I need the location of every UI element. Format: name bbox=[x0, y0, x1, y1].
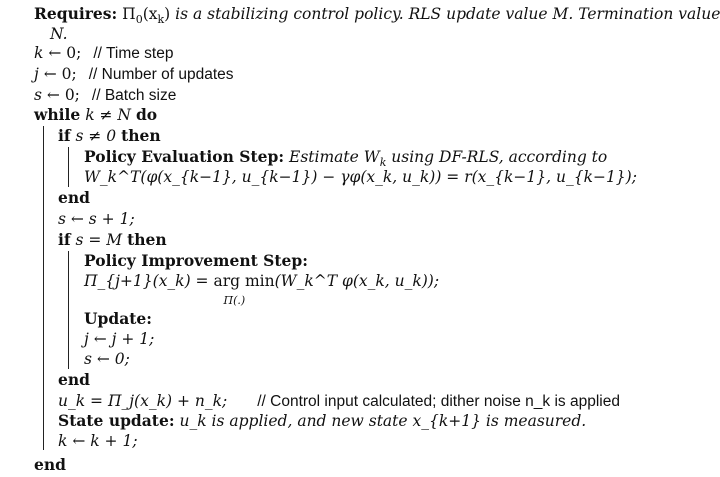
argmin-text: arg min bbox=[213, 272, 275, 290]
control-equation: u_k = Π_j(x_k) + n_k; bbox=[58, 392, 228, 410]
init-s bbox=[34, 85, 176, 106]
if2-block-bar bbox=[68, 251, 69, 369]
while-do: do bbox=[135, 105, 158, 124]
init-j-comment: // Number of updates bbox=[88, 66, 234, 83]
requires-label: Requires: bbox=[34, 4, 118, 23]
if1-line bbox=[58, 126, 161, 146]
requires-arg-open: (x bbox=[142, 5, 158, 23]
if2-line bbox=[58, 230, 167, 250]
if1-condition: s ≠ 0 bbox=[75, 127, 117, 145]
s-increment: s ← s + 1; bbox=[58, 210, 135, 228]
init-k-comment: // Time step bbox=[93, 45, 174, 62]
while-condition: k ≠ N bbox=[85, 106, 131, 124]
requires-pi-sub: 0 bbox=[135, 13, 143, 27]
k-increment: k ← k + 1; bbox=[58, 432, 138, 450]
while-keyword: while bbox=[34, 105, 81, 124]
while-block-bar bbox=[43, 126, 44, 450]
state-update-label: State update: bbox=[58, 411, 175, 430]
init-j bbox=[34, 64, 234, 85]
if2-then: then bbox=[127, 230, 167, 249]
update-j: j ← j + 1; bbox=[84, 330, 155, 348]
policy-eval-text: Estimate W bbox=[289, 148, 380, 166]
update-s: s ← 0; bbox=[84, 350, 130, 368]
policy-improve-rhs: (W_k^T φ(x_k, u_k)); bbox=[274, 272, 440, 290]
state-update-line bbox=[58, 411, 586, 431]
if2-condition: s = M bbox=[75, 231, 123, 249]
init-s-lhs: s bbox=[34, 86, 42, 104]
requires-pi: Π bbox=[122, 5, 136, 23]
policy-improve-label: Policy Improvement Step: bbox=[84, 251, 308, 270]
requires-arg bbox=[142, 5, 171, 27]
policy-eval-label: Policy Evaluation Step: bbox=[84, 147, 285, 166]
policy-improve-equation bbox=[84, 271, 440, 307]
policy-eval-text-sub: k bbox=[379, 156, 387, 170]
argmin-under: Π(.) bbox=[223, 294, 246, 307]
state-update-text: u_k is applied, and new state x_{k+1} is measured. bbox=[179, 412, 587, 430]
argmin-operator bbox=[213, 271, 275, 307]
requires-arg-close: ) bbox=[164, 5, 171, 23]
control-comment: // Control input calculated; dither noise n_k is applied bbox=[257, 393, 620, 410]
policy-improve-lhs: Π_{j+1}(x_k) = bbox=[84, 272, 209, 290]
if2-keyword: if bbox=[58, 230, 71, 249]
if2-end: end bbox=[58, 370, 90, 389]
if1-keyword: if bbox=[58, 126, 71, 145]
requires-arg-sub: k bbox=[157, 13, 165, 27]
init-s-rhs: ← 0; bbox=[46, 86, 80, 104]
update-label: Update: bbox=[84, 309, 152, 328]
requires-line bbox=[34, 4, 720, 30]
init-k bbox=[34, 43, 173, 64]
policy-eval-equation: W_k^T(φ(x_{k−1}, u_{k−1}) − γφ(x_k, u_k)) = r(x_{k−1}, u_{k−1}); bbox=[84, 168, 637, 186]
if1-end: end bbox=[58, 188, 90, 207]
init-j-rhs: ← 0; bbox=[43, 65, 77, 83]
init-k-rhs: ← 0; bbox=[48, 44, 82, 62]
policy-eval-text2: using DF-RLS, according to bbox=[386, 148, 608, 166]
init-k-lhs: k bbox=[34, 44, 44, 62]
if1-then: then bbox=[121, 126, 161, 145]
init-j-lhs: j bbox=[34, 65, 39, 83]
requires-text: is a stabilizing control policy. RLS update value M. Termination value bbox=[170, 5, 720, 23]
requires-cont: N. bbox=[50, 25, 68, 43]
control-line bbox=[58, 391, 620, 412]
init-s-comment: // Batch size bbox=[91, 87, 177, 104]
while-line bbox=[34, 105, 157, 125]
if1-block-bar bbox=[68, 147, 69, 187]
while-end: end bbox=[34, 455, 66, 474]
